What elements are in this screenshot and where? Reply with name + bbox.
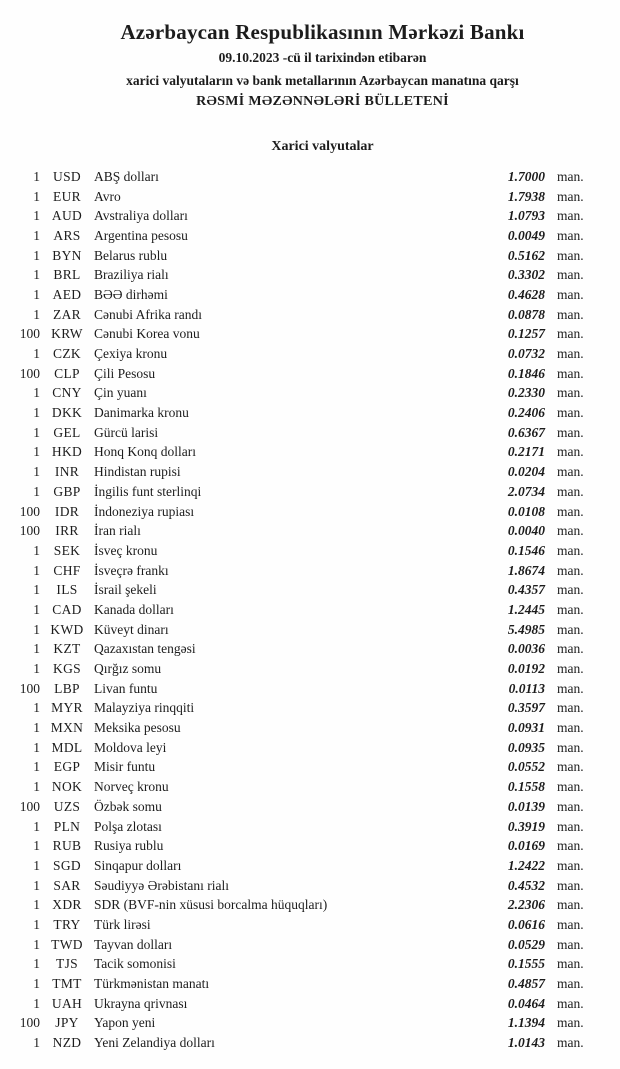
currency-unit: man. (557, 818, 584, 834)
bulletin-title: RƏSMİ MƏZƏNNƏLƏRİ BÜLLETENİ (196, 94, 449, 109)
currency-rate: 0.5162 (507, 247, 545, 263)
currency-rate: 0.0732 (507, 346, 545, 362)
currency-name: Gürcü larisi (94, 424, 159, 440)
currency-rate: 0.0878 (507, 306, 545, 322)
currency-unit: man. (557, 188, 584, 204)
currency-name: Livan funtu (94, 680, 158, 696)
currency-quantity: 1 (33, 641, 40, 657)
currency-code: USD (53, 168, 81, 184)
section-title-foreign-currencies: Xarici valyutalar (271, 139, 374, 154)
currency-row (0, 246, 620, 266)
currency-row (0, 423, 620, 443)
currency-rate: 0.0036 (507, 641, 545, 657)
currency-rate: 0.0113 (508, 680, 545, 696)
currency-name: İran rialı (94, 523, 141, 539)
currency-quantity: 1 (33, 444, 40, 460)
currency-name: Kanada dolları (94, 601, 174, 617)
currency-unit: man. (557, 542, 584, 558)
currency-row (0, 600, 620, 620)
currency-row (0, 580, 620, 600)
currency-rate: 0.0049 (507, 227, 545, 243)
currency-rate: 0.1846 (507, 365, 545, 381)
currency-code: HKD (51, 444, 83, 460)
currency-row (0, 758, 620, 778)
currency-name: Belarus rublu (94, 247, 168, 263)
currency-quantity: 100 (19, 503, 40, 519)
currency-name: Qazaxıstan tengəsi (94, 641, 196, 657)
currency-rate: 1.2422 (507, 857, 545, 873)
currency-rate: 0.0529 (507, 936, 545, 952)
currency-row (0, 265, 620, 285)
currency-rate: 1.7000 (507, 168, 545, 184)
currency-row (0, 1033, 620, 1053)
currency-row (0, 955, 620, 975)
currency-name: Çexiya kronu (94, 346, 168, 362)
currency-rate: 0.3302 (507, 267, 545, 283)
currency-unit: man. (557, 680, 584, 696)
currency-rate: 1.1394 (507, 1015, 545, 1031)
currency-name: ABŞ dolları (94, 168, 159, 184)
currency-rate: 0.3919 (507, 818, 545, 834)
currency-quantity: 1 (33, 306, 40, 322)
currency-row (0, 699, 620, 719)
currency-rate: 0.0040 (507, 523, 545, 539)
currency-rate: 0.0935 (507, 739, 545, 755)
currency-row (0, 856, 620, 876)
currency-quantity: 1 (33, 424, 40, 440)
currency-name: Tayvan dolları (94, 936, 173, 952)
currency-quantity: 1 (33, 936, 40, 952)
currency-quantity: 1 (33, 661, 40, 677)
currency-quantity: 100 (19, 365, 40, 381)
currency-code: AUD (51, 208, 83, 224)
currency-rate: 0.1555 (507, 956, 545, 972)
currency-row (0, 876, 620, 896)
currency-name: Türk lirəsi (94, 916, 151, 932)
currency-code: MDL (51, 739, 83, 755)
currency-quantity: 1 (33, 464, 40, 480)
currency-unit: man. (557, 956, 584, 972)
currency-quantity: 1 (33, 227, 40, 243)
currency-unit: man. (557, 897, 584, 913)
currency-row (0, 206, 620, 226)
currency-row (0, 482, 620, 502)
currency-unit: man. (557, 976, 584, 992)
currency-quantity: 1 (33, 916, 40, 932)
currency-rate: 0.2406 (507, 405, 545, 421)
currency-unit: man. (557, 523, 584, 539)
currency-code: KZT (53, 641, 81, 657)
currency-unit: man. (557, 995, 584, 1011)
currency-row (0, 915, 620, 935)
currency-code: EUR (53, 188, 81, 204)
currency-row (0, 620, 620, 640)
currency-unit: man. (557, 464, 584, 480)
currency-quantity: 1 (33, 621, 40, 637)
currency-rate: 5.4985 (507, 621, 545, 637)
currency-unit: man. (557, 424, 584, 440)
currency-rate: 0.0931 (507, 720, 545, 736)
currency-name: Moldova leyi (94, 739, 167, 755)
currency-code: TRY (53, 916, 81, 932)
currency-row (0, 325, 620, 345)
currency-name: Misir funtu (94, 759, 156, 775)
currency-name: Braziliya rialı (94, 267, 169, 283)
currency-unit: man. (557, 208, 584, 224)
currency-code: NZD (52, 1035, 82, 1051)
currency-row (0, 541, 620, 561)
currency-unit: man. (557, 621, 584, 637)
currency-name: BƏƏ dirhəmi (94, 286, 168, 302)
bulletin-header (0, 0, 620, 110)
currency-row (0, 443, 620, 463)
currency-code: GEL (53, 424, 81, 440)
subject-line: xarici valyutaların və bank metallarının Azərbaycan manatına qarşı (126, 73, 519, 88)
currency-quantity: 1 (33, 779, 40, 795)
currency-unit: man. (557, 720, 584, 736)
currency-name: Türkmənistan manatı (94, 976, 210, 992)
currency-code: JPY (55, 1015, 79, 1031)
currency-name: Avstraliya dolları (94, 208, 188, 224)
currency-row (0, 502, 620, 522)
currency-row (0, 462, 620, 482)
currency-code: PLN (53, 818, 81, 834)
currency-quantity: 1 (33, 483, 40, 499)
currency-rate: 2.2306 (507, 897, 545, 913)
currency-unit: man. (557, 168, 584, 184)
currency-row (0, 777, 620, 797)
currency-rate-list (0, 167, 620, 1053)
currency-name: Malayziya rinqqiti (94, 700, 195, 716)
currency-quantity: 1 (33, 897, 40, 913)
currency-unit: man. (557, 582, 584, 598)
currency-unit: man. (557, 444, 584, 460)
currency-code: CHF (53, 562, 81, 578)
currency-name: Norveç kronu (94, 779, 169, 795)
currency-rate: 1.0143 (507, 1035, 545, 1051)
currency-code: MYR (51, 700, 83, 716)
currency-quantity: 1 (33, 1035, 40, 1051)
currency-row (0, 836, 620, 856)
currency-quantity: 100 (19, 523, 40, 539)
currency-code: SGD (53, 857, 81, 873)
currency-rate: 0.1257 (507, 326, 545, 342)
currency-name: Rusiya rublu (94, 838, 164, 854)
bank-title: Azərbaycan Respublikasının Mərkəzi Bankı (120, 20, 525, 44)
currency-rate: 0.0139 (507, 798, 545, 814)
currency-name: Polşa zlotası (94, 818, 162, 834)
currency-rate: 0.2330 (507, 385, 545, 401)
currency-quantity: 1 (33, 385, 40, 401)
currency-name: Qırğız somu (94, 661, 162, 677)
currency-code: ILS (56, 582, 78, 598)
currency-name: Sinqapur dolları (94, 857, 182, 873)
currency-row (0, 384, 620, 404)
currency-quantity: 1 (33, 562, 40, 578)
currency-quantity: 1 (33, 208, 40, 224)
currency-rate: 0.0464 (507, 995, 545, 1011)
currency-quantity: 1 (33, 739, 40, 755)
currency-quantity: 1 (33, 168, 40, 184)
currency-code: ARS (53, 227, 81, 243)
effective-date-line: 09.10.2023 -cü il tarixindən etibarən (218, 50, 427, 65)
currency-code: IRR (55, 523, 79, 539)
currency-quantity: 1 (33, 720, 40, 736)
currency-rate: 1.2445 (507, 601, 545, 617)
currency-row (0, 1014, 620, 1034)
currency-code: KRW (51, 326, 83, 342)
currency-name: Yapon yeni (94, 1015, 156, 1031)
currency-unit: man. (557, 739, 584, 755)
currency-rate: 2.0734 (507, 483, 545, 499)
currency-unit: man. (557, 267, 584, 283)
currency-code: NOK (51, 779, 83, 795)
currency-quantity: 1 (33, 818, 40, 834)
currency-name: İsrail şekeli (94, 582, 157, 598)
currency-unit: man. (557, 247, 584, 263)
currency-unit: man. (557, 759, 584, 775)
currency-code: CNY (52, 385, 82, 401)
currency-unit: man. (557, 601, 584, 617)
currency-unit: man. (557, 326, 584, 342)
currency-unit: man. (557, 641, 584, 657)
currency-quantity: 1 (33, 188, 40, 204)
currency-name: Cənubi Korea vonu (94, 326, 200, 342)
currency-rate: 0.1546 (507, 542, 545, 558)
currency-name: Səudiyyə Ərəbistanı rialı (94, 877, 229, 893)
currency-name: Danimarka kronu (94, 405, 189, 421)
currency-quantity: 1 (33, 857, 40, 873)
currency-unit: man. (557, 700, 584, 716)
currency-code: CZK (53, 346, 81, 362)
currency-name: İndoneziya rupiası (94, 503, 195, 519)
currency-quantity: 1 (33, 976, 40, 992)
currency-code: GBP (53, 483, 81, 499)
currency-quantity: 1 (33, 759, 40, 775)
currency-code: CAD (52, 601, 82, 617)
currency-code: LBP (54, 680, 80, 696)
currency-unit: man. (557, 365, 584, 381)
currency-quantity: 1 (33, 267, 40, 283)
currency-code: INR (54, 464, 80, 480)
currency-row (0, 285, 620, 305)
currency-code: MXN (50, 720, 84, 736)
currency-unit: man. (557, 405, 584, 421)
currency-rate: 0.0204 (507, 464, 545, 480)
currency-row (0, 738, 620, 758)
currency-row (0, 403, 620, 423)
currency-rate: 0.1558 (507, 779, 545, 795)
currency-name: Ukrayna qrivnası (94, 995, 188, 1011)
currency-unit: man. (557, 385, 584, 401)
currency-row (0, 640, 620, 660)
currency-rate: 0.0192 (507, 661, 545, 677)
currency-unit: man. (557, 227, 584, 243)
currency-quantity: 1 (33, 877, 40, 893)
currency-quantity: 100 (19, 798, 40, 814)
currency-unit: man. (557, 661, 584, 677)
currency-rate: 0.4357 (507, 582, 545, 598)
currency-rate: 0.0616 (507, 916, 545, 932)
currency-name: Honq Konq dolları (94, 444, 196, 460)
currency-quantity: 1 (33, 995, 40, 1011)
currency-code: SAR (53, 877, 81, 893)
currency-unit: man. (557, 1015, 584, 1031)
currency-row (0, 797, 620, 817)
currency-rate: 1.8674 (507, 562, 545, 578)
currency-row (0, 344, 620, 364)
currency-quantity: 1 (33, 286, 40, 302)
currency-quantity: 1 (33, 405, 40, 421)
currency-code: TJS (56, 956, 78, 972)
currency-name: İsveç kronu (94, 542, 158, 558)
currency-rate: 1.0793 (507, 208, 545, 224)
currency-row (0, 521, 620, 541)
currency-row (0, 895, 620, 915)
currency-row (0, 718, 620, 738)
currency-unit: man. (557, 838, 584, 854)
currency-rate: 0.0108 (507, 503, 545, 519)
currency-row (0, 187, 620, 207)
currency-row (0, 817, 620, 837)
currency-code: ZAR (53, 306, 81, 322)
currency-name: İngilis funt sterlinqi (94, 483, 202, 499)
currency-code: RUB (52, 838, 82, 854)
currency-code: BRL (53, 267, 81, 283)
currency-unit: man. (557, 503, 584, 519)
currency-row (0, 679, 620, 699)
currency-unit: man. (557, 483, 584, 499)
currency-rate: 0.3597 (507, 700, 545, 716)
currency-code: TWD (51, 936, 83, 952)
currency-code: KWD (50, 621, 84, 637)
currency-rate: 0.0552 (507, 759, 545, 775)
currency-row (0, 659, 620, 679)
currency-code: XDR (52, 897, 82, 913)
currency-rate: 0.4857 (507, 976, 545, 992)
currency-quantity: 100 (19, 1015, 40, 1031)
currency-quantity: 1 (33, 838, 40, 854)
currency-quantity: 1 (33, 346, 40, 362)
currency-name: Avro (94, 188, 121, 204)
currency-unit: man. (557, 936, 584, 952)
currency-rate: 0.4532 (507, 877, 545, 893)
currency-code: DKK (51, 405, 83, 421)
currency-name: Meksika pesosu (94, 720, 181, 736)
currency-rate: 0.2171 (507, 444, 545, 460)
currency-quantity: 100 (19, 680, 40, 696)
currency-row (0, 935, 620, 955)
currency-unit: man. (557, 877, 584, 893)
currency-code: CLP (54, 365, 80, 381)
currency-code: BYN (52, 247, 82, 263)
currency-rate: 0.0169 (507, 838, 545, 854)
currency-unit: man. (557, 286, 584, 302)
currency-row (0, 561, 620, 581)
currency-name: Tacik somonisi (94, 956, 176, 972)
currency-unit: man. (557, 798, 584, 814)
currency-unit: man. (557, 562, 584, 578)
currency-row (0, 994, 620, 1014)
currency-code: KGS (53, 661, 81, 677)
currency-code: UZS (53, 798, 81, 814)
currency-row (0, 226, 620, 246)
currency-name: Cənubi Afrika randı (94, 306, 202, 322)
currency-row (0, 167, 620, 187)
currency-quantity: 100 (19, 326, 40, 342)
currency-name: İsveçrə frankı (94, 562, 169, 578)
currency-name: Hindistan rupisi (94, 464, 181, 480)
currency-row (0, 305, 620, 325)
currency-code: IDR (54, 503, 80, 519)
currency-unit: man. (557, 1035, 584, 1051)
currency-code: TMT (52, 976, 82, 992)
currency-code: AED (52, 286, 82, 302)
currency-name: Küveyt dinarı (94, 621, 169, 637)
currency-rate: 0.6367 (507, 424, 545, 440)
currency-unit: man. (557, 306, 584, 322)
currency-rate: 0.4628 (507, 286, 545, 302)
currency-row (0, 974, 620, 994)
currency-quantity: 1 (33, 247, 40, 263)
currency-quantity: 1 (33, 956, 40, 972)
currency-quantity: 1 (33, 542, 40, 558)
currency-code: EGP (53, 759, 81, 775)
currency-unit: man. (557, 779, 584, 795)
currency-unit: man. (557, 916, 584, 932)
currency-row (0, 364, 620, 384)
currency-quantity: 1 (33, 700, 40, 716)
currency-name: Özbək somu (94, 798, 162, 814)
currency-name: Argentina pesosu (94, 227, 188, 243)
currency-unit: man. (557, 857, 584, 873)
currency-rate: 1.7938 (507, 188, 545, 204)
currency-code: SEK (53, 542, 81, 558)
currency-name: Yeni Zelandiya dolları (94, 1035, 215, 1051)
currency-quantity: 1 (33, 582, 40, 598)
currency-name: Çili Pesosu (94, 365, 156, 381)
currency-name: Çin yuanı (94, 385, 147, 401)
currency-quantity: 1 (33, 601, 40, 617)
currency-unit: man. (557, 346, 584, 362)
currency-name: SDR (BVF-nin xüsusi borcalma hüquqları) (94, 897, 328, 913)
currency-code: UAH (51, 995, 83, 1011)
